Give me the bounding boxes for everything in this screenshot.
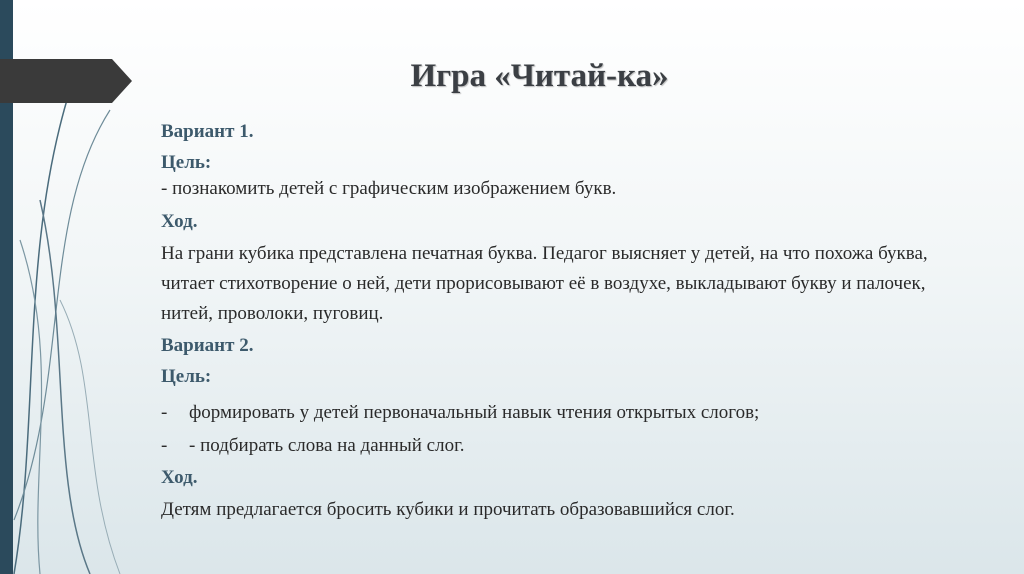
variant2-goal-item — [161, 398, 941, 428]
bullet-dash: - — [161, 402, 168, 423]
variant1-goal-text: - познакомить детей с графическим изображением букв. — [161, 178, 617, 199]
variant2-steps-text: Детям предлагается бросить кубики и прочитать образовавшийся слог. — [161, 499, 735, 520]
variant1-steps-text: На грани кубика представлена печатная буква. Педагог выясняет у детей, на что похожа буква, читает стихотворение о ней, дети прорисовывают её в воздухе, выкладывают букву и палочек, нитей, проволоки, пуговиц. — [161, 243, 928, 324]
variant1-goal-label: Цель: — [161, 152, 212, 173]
bullet-text: формировать у детей первоначальный навык чтения открытых слогов; — [189, 402, 760, 423]
variant2-steps-label: Ход. — [161, 467, 198, 488]
variant2-goal-label: Цель: — [161, 366, 212, 387]
variant2-label: Вариант 2. — [161, 335, 254, 356]
slide-content — [161, 118, 941, 525]
slide-title: Игра «Читай-ка» — [410, 58, 669, 94]
bullet-dash: - — [161, 435, 168, 456]
variant2-goal-item — [161, 431, 941, 461]
bullet-text: - подбирать слова на данный слог. — [189, 435, 465, 456]
variant1-label: Вариант 1. — [161, 121, 254, 142]
variant1-steps-label: Ход. — [161, 211, 198, 232]
